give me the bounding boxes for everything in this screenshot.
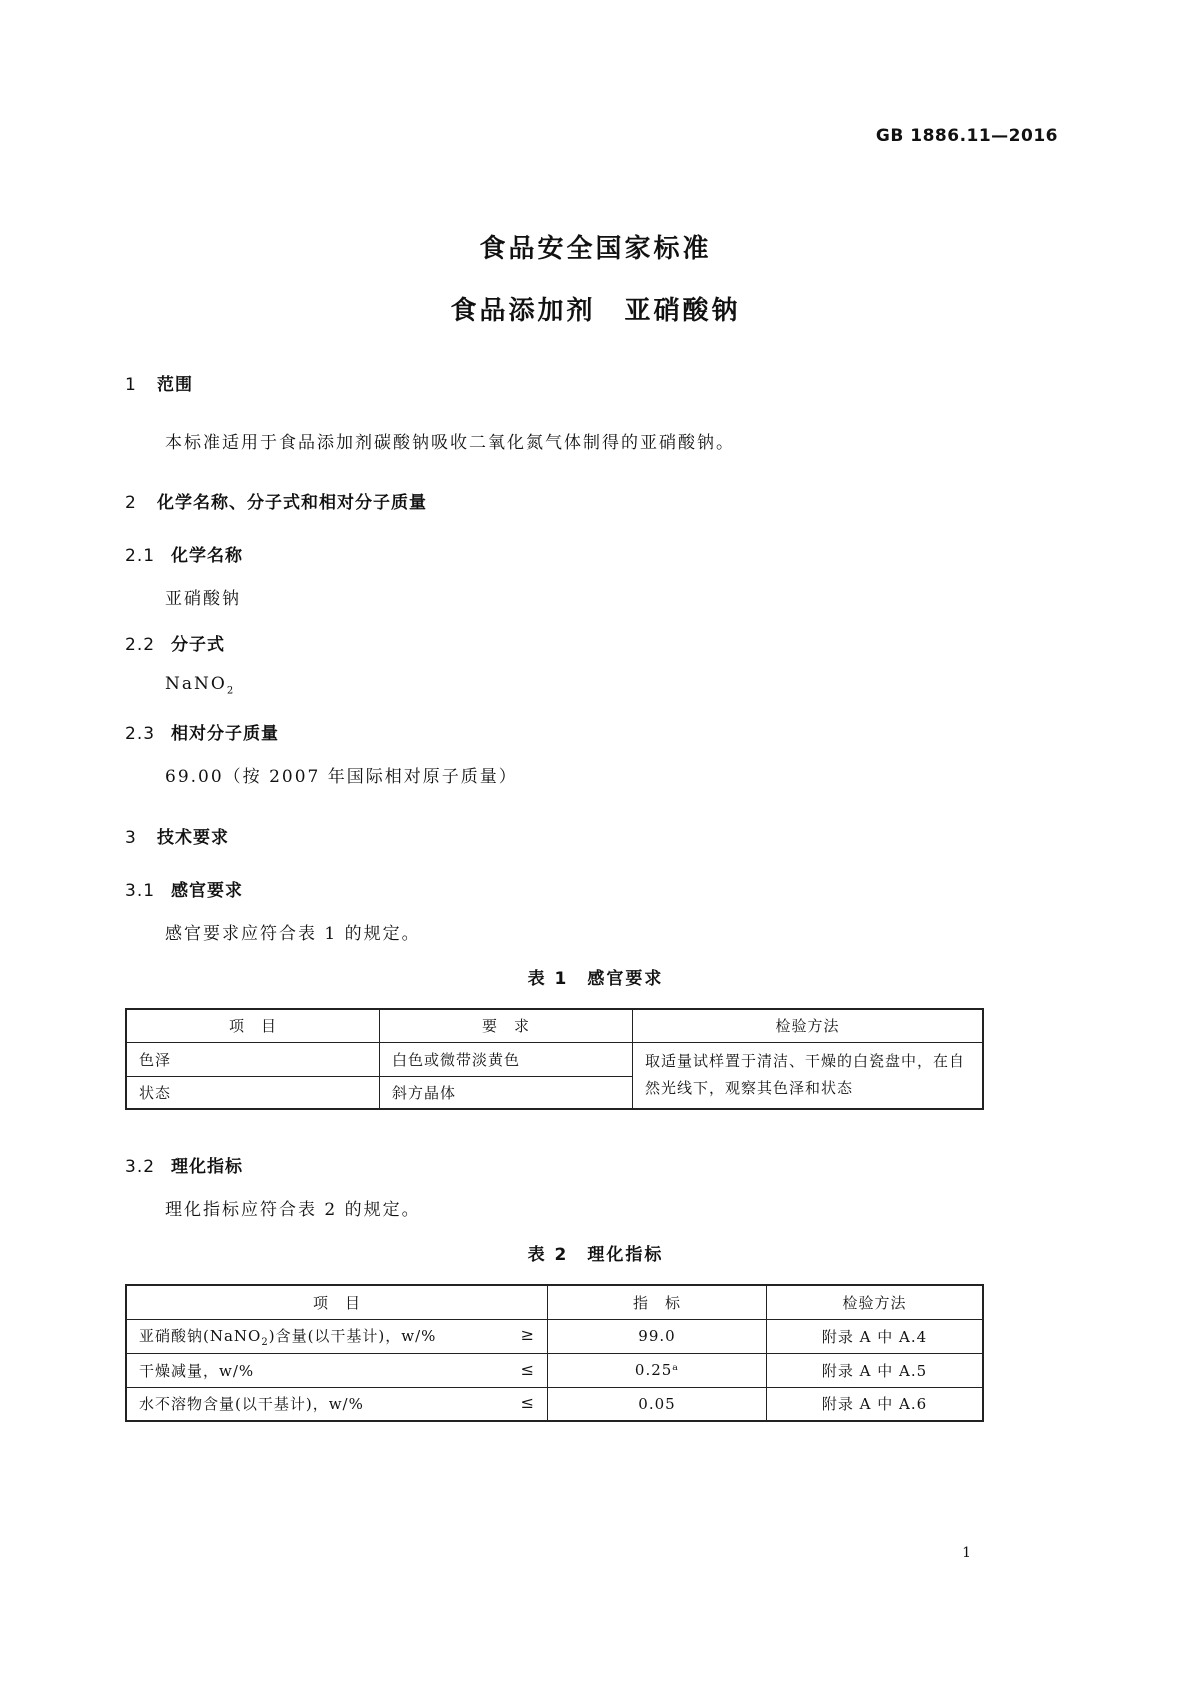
document-title: 食品安全国家标准 [479,234,712,264]
section-number: 2 [125,493,137,513]
section-number: 3.1 [125,881,156,901]
table-1 [125,1008,984,1110]
table-cell-requirement: 斜方晶体 [380,1076,633,1109]
item-text: 水不溶物含量(以干基计)，w/% [139,1395,364,1414]
table-cell-item [126,1353,548,1387]
table-cell-value: 0.25ᵃ [548,1353,767,1387]
section-title: 化学名称 [171,546,243,566]
table-1-caption: 表 1 感官要求 [527,969,664,989]
comparison-symbol: ≥ [520,1324,535,1344]
section-1-text: 本标准适用于食品添加剂碳酸钠吸收二氧化氮气体制得的亚硝酸钠。 [165,433,735,453]
table-cell-item [126,1319,548,1353]
table-cell-value: 0.05 [548,1387,767,1421]
section-number: 3.2 [125,1157,156,1177]
formula-subscript: 2 [226,685,236,697]
item-text: 干燥减量，w/% [139,1361,255,1380]
document-subtitle: 食品添加剂 亚硝酸钠 [450,296,741,326]
section-1-heading [125,370,193,395]
table-cell-method: 附录 A 中 A.4 [767,1319,984,1353]
section-2-2-heading [125,630,225,655]
item-text-suffix: )含量(以干基计)，w/% [268,1326,437,1345]
table-header-cell: 要 求 [380,1009,633,1042]
section-number: 2.1 [125,546,156,566]
table-cell-method: 取适量试样置于清洁、干燥的白瓷盘中，在自然光线下，观察其色泽和状态 [633,1042,984,1109]
molecular-mass: 69.00（按 2007 年国际相对原子质量） [165,767,518,787]
table-2-caption: 表 2 理化指标 [527,1245,664,1265]
page-number: 1 [962,1545,971,1561]
section-3-1-text: 感官要求应符合表 1 的规定。 [165,924,421,944]
table-header-row [126,1285,983,1319]
standard-code: GB 1886.11—2016 [875,126,1058,146]
section-title: 理化指标 [171,1157,243,1177]
formula-main: NaNO [165,674,227,694]
table-row [126,1042,983,1076]
table-header-cell: 项 目 [126,1009,380,1042]
section-number: 2.3 [125,724,156,744]
section-title: 相对分子质量 [171,724,279,744]
section-number: 1 [125,375,137,395]
molecular-formula [165,674,235,696]
table-header-cell: 指 标 [548,1285,767,1319]
section-3-1-heading [125,876,243,901]
section-3-heading [125,823,229,848]
table-row [126,1387,983,1421]
section-title: 感官要求 [171,881,243,901]
table-cell-method: 附录 A 中 A.6 [767,1387,984,1421]
table-header-cell: 检验方法 [633,1009,984,1042]
section-3-2-text: 理化指标应符合表 2 的规定。 [165,1200,421,1220]
table-cell-item: 色泽 [126,1042,380,1076]
section-title: 技术要求 [157,828,229,848]
section-number: 2.2 [125,635,156,655]
table-cell-method: 附录 A 中 A.5 [767,1353,984,1387]
comparison-symbol: ≤ [520,1359,535,1379]
table-header-cell: 检验方法 [767,1285,984,1319]
table-cell-value: 99.0 [548,1319,767,1353]
section-3-2-heading [125,1152,243,1177]
section-title: 范围 [157,375,193,395]
table-2 [125,1284,984,1422]
section-title: 化学名称、分子式和相对分子质量 [157,493,427,513]
table-cell-requirement: 白色或微带淡黄色 [380,1042,633,1076]
section-2-3-heading [125,719,279,744]
table-row [126,1353,983,1387]
table-header-row [126,1009,983,1042]
table-header-cell: 项 目 [126,1285,548,1319]
table-cell-item: 状态 [126,1076,380,1109]
section-title: 分子式 [171,635,225,655]
table-row [126,1319,983,1353]
table-cell-item [126,1387,548,1421]
section-2-1-heading [125,541,243,566]
chemical-name: 亚硝酸钠 [165,589,241,609]
comparison-symbol: ≤ [520,1393,535,1413]
section-number: 3 [125,828,137,848]
item-text: 亚硝酸钠(NaNO [139,1326,262,1345]
section-2-heading [125,488,427,513]
item-subscript: 2 [261,1336,269,1348]
